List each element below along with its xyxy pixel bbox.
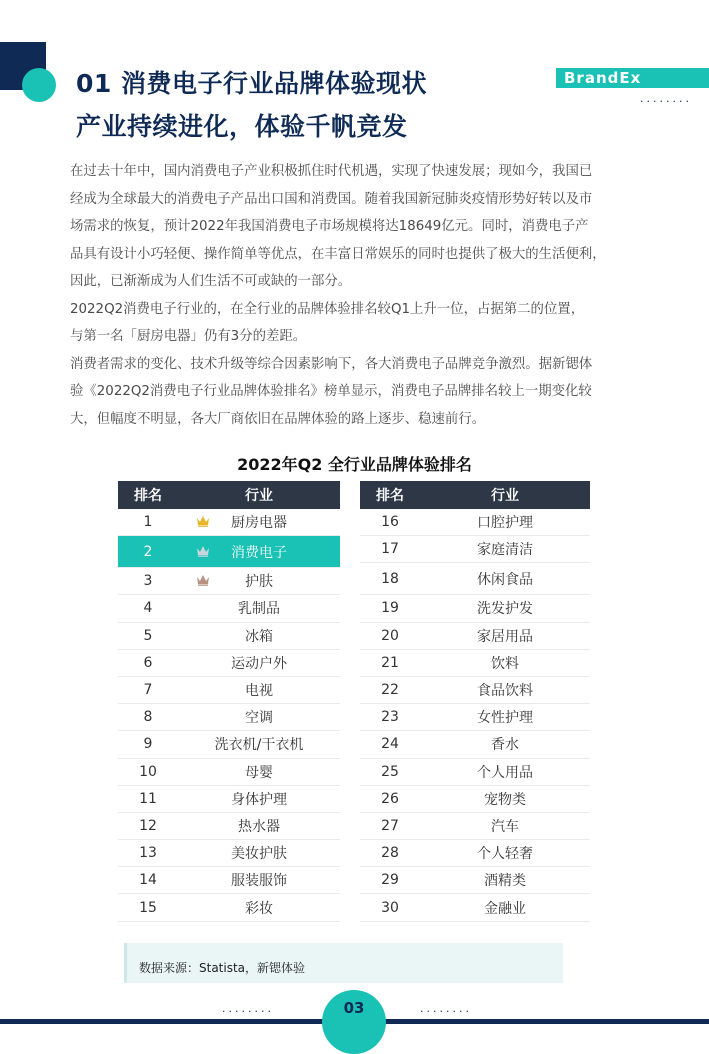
table-row: [118, 704, 340, 731]
industry-cell: 消费电子: [231, 544, 287, 561]
rank-cell: 4: [143, 600, 153, 617]
industry-cell: 个人用品: [477, 764, 533, 781]
table-row: [118, 595, 340, 622]
industry-cell: 食品饮料: [477, 683, 533, 700]
rank-cell: 9: [143, 736, 153, 753]
industry-cell: 饮料: [491, 655, 519, 672]
industry-cell: 空调: [245, 710, 273, 727]
industry-cell: 酒精类: [484, 873, 526, 890]
table-row: [360, 509, 590, 536]
rank-cell: 5: [143, 627, 153, 644]
table-row: [118, 731, 340, 758]
rank-cell: 28: [381, 845, 399, 862]
table-row: [360, 840, 590, 867]
industry-cell: 乳制品: [238, 601, 280, 618]
footer-dots-left: ........: [222, 1002, 274, 1015]
rank-cell: 7: [143, 682, 153, 699]
industry-cell: 身体护理: [231, 791, 287, 808]
table-row: [360, 786, 590, 813]
header-industry: 行业: [491, 488, 519, 504]
page-number: 03: [343, 999, 365, 1017]
rank-cell: 23: [381, 709, 399, 726]
ranking-table-right: [360, 481, 590, 922]
table-row: [360, 623, 590, 650]
industry-cell: 厨房电器: [231, 515, 287, 532]
gold-crown-icon: [196, 515, 210, 527]
industry-cell: 休闲食品: [477, 571, 533, 588]
industry-cell: 热水器: [238, 818, 280, 835]
rank-cell: 18: [381, 570, 399, 587]
table-row: [118, 813, 340, 840]
rank-cell: 8: [143, 709, 153, 726]
industry-cell: 服装服饰: [231, 873, 287, 890]
industry-cell: 母婴: [245, 764, 273, 781]
rank-cell: 15: [139, 899, 157, 916]
table-row: [360, 563, 590, 595]
rank-cell: 11: [139, 790, 157, 807]
table-row: [360, 759, 590, 786]
table-header: [118, 481, 340, 509]
rank-cell: 14: [139, 872, 157, 889]
rank-cell: 22: [381, 682, 399, 699]
table-row: [360, 677, 590, 704]
rank-cell: 25: [381, 763, 399, 780]
rank-cell: 6: [143, 654, 153, 671]
industry-cell: 金融业: [484, 900, 526, 917]
paragraph-2: 2022Q2消费电子行业的，在全行业的品牌体验排名较Q1上升一位，占据第二的位置， 与第一名「厨房电器」仍有3分的差距。: [70, 301, 585, 344]
rank-cell: 1: [143, 514, 153, 531]
rank-cell: 27: [381, 817, 399, 834]
rank-cell: 3: [143, 573, 153, 590]
rank-cell: 24: [381, 736, 399, 753]
rank-cell: 2: [143, 543, 153, 560]
rank-cell: 30: [381, 899, 399, 916]
brand-dots-decoration: ........: [640, 92, 692, 105]
table-row: [118, 677, 340, 704]
body-text: [70, 158, 650, 433]
table-row: [118, 759, 340, 786]
table-row: [360, 536, 590, 563]
rank-cell: 19: [381, 600, 399, 617]
table-row: [360, 595, 590, 622]
paragraph-1: 在过去十年中，国内消费电子产业积极抓住时代机遇，实现了快速发展；现如今，我国已 经成为全球最大的消费电子产品出口国和消费国。随着我国新冠肺炎疫情形势好转以及市 场需求的恢复，预计2022年我国消费电子市场规模将达18649亿元。同时，消费电子产 品具有设计小巧轻便、操作简单等优点，在丰富日常娱乐的同时也提供了极大的生活便利， 因此，已渐渐成为人们生活不可或缺的一部分。: [70, 164, 606, 289]
table-row: [360, 894, 590, 921]
table-row: [360, 704, 590, 731]
industry-cell: 冰箱: [245, 628, 273, 645]
rank-cell: 21: [381, 654, 399, 671]
industry-cell: 香水: [491, 737, 519, 754]
table-row: [118, 568, 340, 595]
page-subtitle: 产业持续进化，体验千帆竞发: [76, 112, 408, 141]
source-text: 数据来源：Statista，新锶体验: [139, 961, 306, 975]
bronze-crown-icon: [196, 574, 210, 586]
table-row: [118, 650, 340, 677]
brand-logo: BrandEx: [556, 68, 709, 88]
corner-circle-decoration: [22, 68, 56, 102]
rank-cell: 10: [139, 763, 157, 780]
header-rank: 排名: [376, 488, 404, 504]
table-row: [118, 509, 340, 536]
rank-cell: 13: [139, 845, 157, 862]
table-row: [360, 867, 590, 894]
table-row: [360, 650, 590, 677]
table-row: [118, 786, 340, 813]
industry-cell: 口腔护理: [477, 515, 533, 532]
industry-cell: 汽车: [491, 818, 519, 835]
table-row: [118, 623, 340, 650]
table-header: [360, 481, 590, 509]
table-row: [118, 894, 340, 921]
paragraph-3: 消费者需求的变化、技术升级等综合因素影响下，各大消费电子品牌竞争激烈。据新锶体 验《2022Q2消费电子行业品牌体验排名》榜单显示，消费电子品牌排名较上一期变化较 大，但幅度不明显，各大厂商依旧在品牌体验的路上逐步、稳速前行。: [70, 356, 593, 427]
industry-cell: 护肤: [245, 574, 273, 591]
industry-cell: 美妆护肤: [231, 846, 287, 863]
source-note: [124, 943, 563, 983]
silver-crown-icon: [196, 545, 210, 557]
industry-cell: 女性护理: [477, 710, 533, 727]
rank-cell: 26: [381, 790, 399, 807]
rank-cell: 17: [381, 541, 399, 558]
table-row: [118, 536, 340, 568]
header-industry: 行业: [245, 488, 273, 504]
industry-cell: 家居用品: [477, 628, 533, 645]
industry-cell: 个人轻奢: [477, 846, 533, 863]
industry-cell: 家庭清洁: [477, 542, 533, 559]
table-row: [118, 867, 340, 894]
table-row: [360, 731, 590, 758]
table-title: 2022年Q2 全行业品牌体验排名: [237, 455, 472, 474]
page-title: 01 消费电子行业品牌体验现状: [76, 69, 427, 98]
footer-dots-right: ........: [420, 1002, 472, 1015]
industry-cell: 宠物类: [484, 791, 526, 808]
industry-cell: 彩妆: [245, 900, 273, 917]
header-rank: 排名: [134, 488, 162, 504]
ranking-table-left: [118, 481, 340, 922]
table-row: [118, 840, 340, 867]
industry-cell: 电视: [245, 683, 273, 700]
industry-cell: 洗发护发: [477, 601, 533, 618]
industry-cell: 洗衣机/干衣机: [214, 737, 304, 754]
rank-cell: 29: [381, 872, 399, 889]
rank-cell: 16: [381, 514, 399, 531]
table-row: [360, 813, 590, 840]
industry-cell: 运动户外: [231, 655, 287, 672]
rank-cell: 20: [381, 627, 399, 644]
rank-cell: 12: [139, 817, 157, 834]
